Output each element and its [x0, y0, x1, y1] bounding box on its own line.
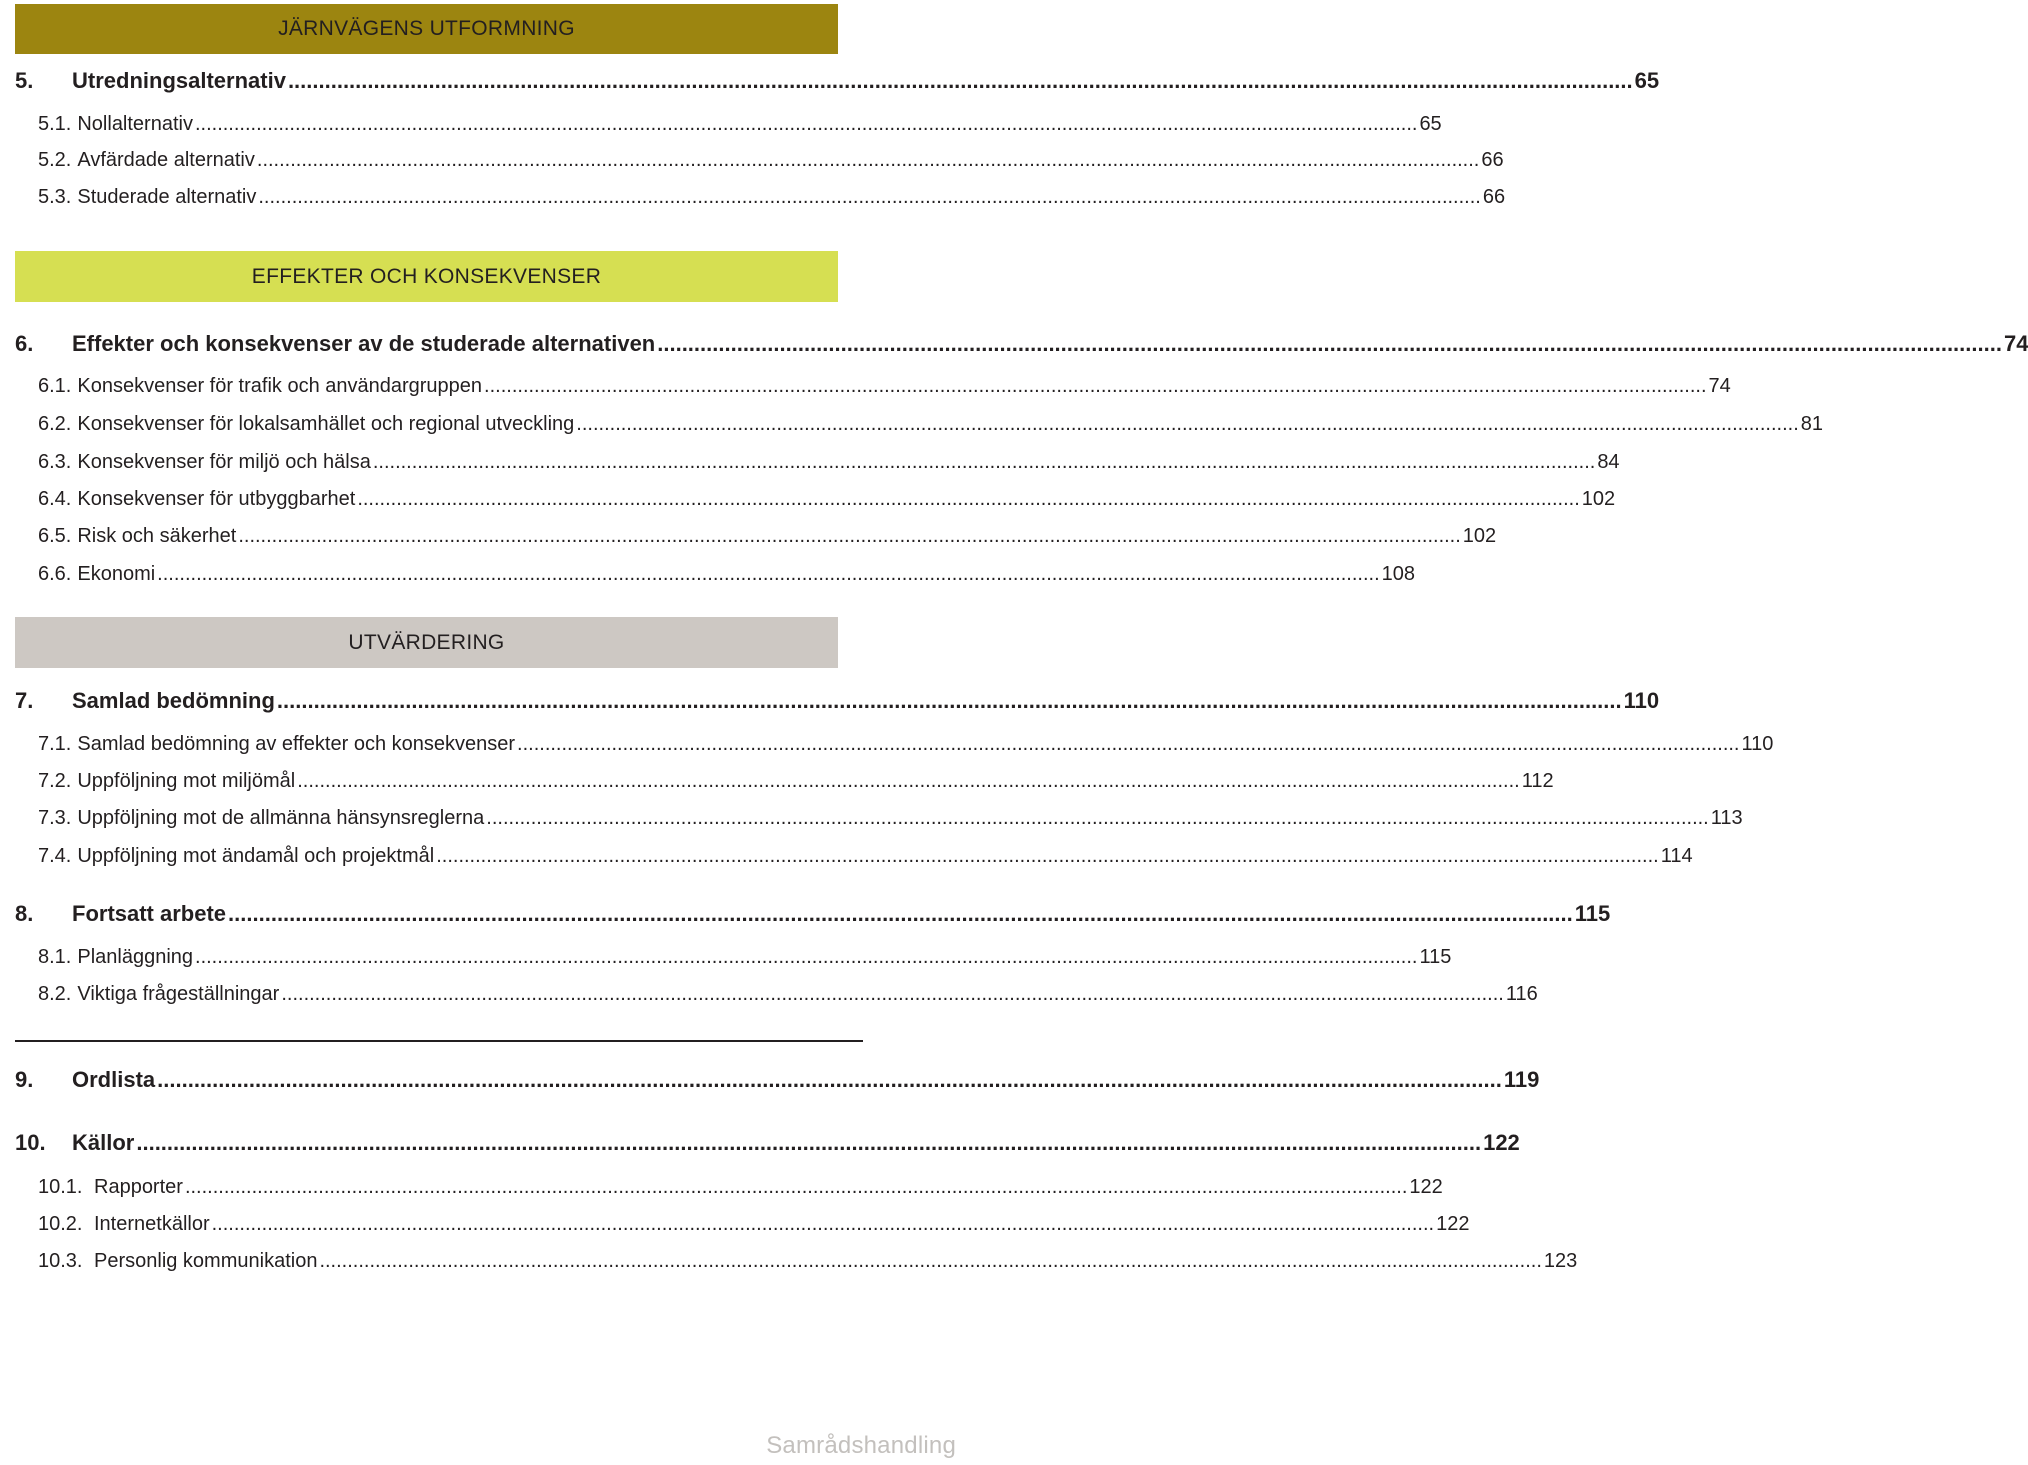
dot-leader: ............................................................................................................................................................................................................................ [157, 1067, 1502, 1092]
subsection-title: Konsekvenser för lokalsamhället och regional utveckling [77, 413, 575, 435]
subsection-number: 6.2. [38, 413, 72, 435]
toc-entry-leader [38, 981, 1504, 1007]
subsection-page-number: 108 [1381, 563, 1416, 585]
subsection-title: Risk och säkerhet [77, 525, 237, 547]
chapter-page-number: 110 [1623, 688, 1660, 713]
toc-subsection-8-2[interactable] [38, 981, 1538, 1007]
toc-entry-leader [38, 449, 1595, 475]
subsection-number: 6.4. [38, 488, 72, 510]
chapter-page-number: 65 [1634, 68, 1660, 93]
subsection-number: 10.1. [38, 1176, 83, 1198]
subsection-title: Konsekvenser för utbyggbarhet [77, 488, 356, 510]
chapter-title: Samlad bedömning [72, 688, 275, 713]
subsection-page-number: 65 [1419, 113, 1442, 135]
chapter-title: Utredningsalternativ [72, 68, 286, 93]
chapter-page-number: 119 [1503, 1067, 1540, 1092]
dot-leader: ............................................................................................................................................................................................................................ [184, 1176, 1408, 1198]
subsection-page-number: 66 [1482, 186, 1506, 208]
toc-entry-leader [38, 147, 1479, 173]
subsection-number: 6.3. [38, 451, 72, 473]
dot-leader: ............................................................................................................................................................................................................................ [228, 901, 1573, 926]
subsection-page-number: 112 [1521, 770, 1554, 792]
section-band-jarnvagens-utformning [15, 4, 838, 54]
toc-chapter-9[interactable] [15, 1066, 1540, 1094]
toc-subsection-6-1[interactable] [38, 373, 1731, 399]
toc-subsection-6-2[interactable] [38, 411, 1824, 437]
toc-subsection-7-2[interactable] [38, 768, 1554, 794]
subsection-page-number: 122 [1409, 1176, 1443, 1198]
toc-entry-leader [38, 944, 1417, 970]
chapter-number: 5. [15, 68, 34, 93]
toc-entry-leader [38, 486, 1580, 512]
toc-entry-leader [38, 184, 1481, 210]
toc-entry-leader [38, 843, 1659, 869]
toc-subsection-5-1[interactable] [38, 111, 1442, 137]
toc-subsection-5-3[interactable] [38, 184, 1506, 210]
dot-leader: ............................................................................................................................................................................................................................ [357, 488, 1580, 510]
dot-leader: ............................................................................................................................................................................................................................ [287, 68, 1633, 93]
dot-leader: ............................................................................................................................................................................................................................ [194, 113, 1418, 135]
toc-entry-leader [15, 900, 1573, 928]
toc-subsection-6-3[interactable] [38, 449, 1620, 475]
chapter-page-number: 122 [1483, 1130, 1520, 1155]
subsection-page-number: 84 [1597, 451, 1620, 473]
chapter-number: 6. [15, 331, 34, 356]
toc-subsection-6-6[interactable] [38, 561, 1416, 587]
dot-leader: ............................................................................................................................................................................................................................ [238, 525, 1461, 547]
toc-entry-leader [38, 561, 1380, 587]
dot-leader: ............................................................................................................................................................................................................................ [157, 563, 1380, 585]
section-band-title: EFFEKTER OCH KONSEKVENSER [251, 264, 602, 288]
subsection-title: Samlad bedömning av effekter och konsekvenser [77, 733, 516, 755]
subsection-title: Ekonomi [77, 563, 156, 585]
toc-entry-leader [38, 411, 1799, 437]
toc-entry-leader [15, 1129, 1481, 1157]
dot-leader: ............................................................................................................................................................................................................................ [436, 845, 1659, 867]
dot-leader: ............................................................................................................................................................................................................................ [319, 1250, 1542, 1272]
toc-entry-leader [38, 731, 1740, 757]
subsection-title: Studerade alternativ [77, 186, 257, 208]
footer-watermark: Samrådshandling [766, 1432, 956, 1459]
toc-chapter-7[interactable] [15, 687, 1660, 715]
toc-subsection-10-3[interactable] [38, 1248, 1578, 1274]
subsection-title: Konsekvenser för trafik och användargruppen [77, 375, 483, 397]
subsection-page-number: 81 [1800, 413, 1824, 435]
chapter-title: Fortsatt arbete [72, 901, 227, 926]
subsection-number: 5.1. [38, 113, 72, 135]
toc-chapter-5[interactable] [15, 67, 1660, 95]
dot-leader: ............................................................................................................................................................................................................................ [576, 413, 1799, 435]
subsection-number: 5.3. [38, 186, 72, 208]
dot-leader: ............................................................................................................................................................................................................................ [484, 375, 1707, 397]
subsection-number: 7.1. [38, 733, 72, 755]
toc-subsection-10-1[interactable] [38, 1174, 1443, 1200]
toc-entry-leader [38, 1211, 1434, 1237]
subsection-page-number: 114 [1660, 845, 1693, 867]
subsection-number: 7.4. [38, 845, 72, 867]
subsection-title: Planläggning [77, 946, 194, 968]
toc-entry-leader [15, 67, 1633, 95]
dot-leader: ............................................................................................................................................................................................................................ [256, 149, 1480, 171]
subsection-title: Viktiga frågeställningar [77, 983, 280, 1005]
subsection-number: 8.2. [38, 983, 72, 1005]
section-divider-rule [15, 1040, 863, 1042]
subsection-number: 10.3. [38, 1250, 83, 1272]
subsection-title: Uppföljning mot miljömål [77, 770, 296, 792]
dot-leader: ............................................................................................................................................................................................................................ [297, 770, 1520, 792]
subsection-page-number: 110 [1741, 733, 1774, 755]
subsection-title: Nollalternativ [77, 113, 193, 135]
chapter-title: Källor [72, 1130, 135, 1155]
toc-entry-leader [15, 687, 1622, 715]
toc-subsection-7-3[interactable] [38, 805, 1743, 831]
subsection-page-number: 74 [1708, 375, 1731, 397]
section-band-effekter-och-konsekvenser [15, 251, 838, 302]
toc-entry-leader [38, 111, 1417, 137]
chapter-number: 8. [15, 901, 34, 926]
subsection-title: Uppföljning mot de allmänna hänsynsreglerna [77, 807, 485, 829]
subsection-number: 8.1. [38, 946, 72, 968]
subsection-title: Personlig kommunikation [94, 1250, 318, 1272]
toc-entry-leader [38, 1248, 1542, 1274]
toc-entry-leader [38, 1174, 1407, 1200]
subsection-page-number: 123 [1543, 1250, 1578, 1272]
subsection-page-number: 122 [1436, 1213, 1470, 1235]
subsection-page-number: 113 [1710, 807, 1743, 829]
subsection-title: Avfärdade alternativ [77, 149, 255, 171]
subsection-number: 7.3. [38, 807, 72, 829]
chapter-title: Ordlista [72, 1067, 156, 1092]
toc-subsection-6-4[interactable] [38, 486, 1616, 512]
subsection-number: 6.6. [38, 563, 72, 585]
toc-entry-leader [15, 1066, 1502, 1094]
subsection-title: Rapporter [94, 1176, 183, 1198]
chapter-title: Effekter och konsekvenser av de studerade alternativen [72, 331, 656, 356]
toc-chapter-6[interactable] [15, 330, 2028, 358]
dot-leader: ............................................................................................................................................................................................................................ [258, 186, 1481, 208]
subsection-title: Konsekvenser för miljö och hälsa [77, 451, 371, 473]
chapter-page-number: 115 [1574, 901, 1611, 926]
toc-entry-leader [15, 330, 2002, 358]
chapter-number: 7. [15, 688, 34, 713]
toc-chapter-8[interactable] [15, 900, 1611, 928]
subsection-number: 7.2. [38, 770, 72, 792]
subsection-number: 6.5. [38, 525, 72, 547]
toc-entry-leader [38, 373, 1707, 399]
toc-subsection-7-4[interactable] [38, 843, 1693, 869]
section-band-title: JÄRNVÄGENS UTFORMNING [278, 17, 575, 40]
subsection-title: Internetkällor [94, 1213, 210, 1235]
dot-leader: ............................................................................................................................................................................................................................ [517, 733, 1740, 755]
dot-leader: ............................................................................................................................................................................................................................ [486, 807, 1709, 829]
subsection-title: Uppföljning mot ändamål och projektmål [77, 845, 435, 867]
dot-leader: ............................................................................................................................................................................................................................ [657, 331, 2002, 356]
subsection-number: 6.1. [38, 375, 72, 397]
section-band-utvardering [15, 617, 838, 668]
chapter-page-number: 74 [2003, 331, 2028, 356]
toc-subsection-8-1[interactable] [38, 944, 1452, 970]
subsection-page-number: 115 [1419, 946, 1452, 968]
subsection-number: 10.2. [38, 1213, 83, 1235]
toc-subsection-6-5[interactable] [38, 523, 1497, 549]
dot-leader: ............................................................................................................................................................................................................................ [281, 983, 1504, 1005]
chapter-number: 10. [15, 1130, 46, 1155]
dot-leader: ............................................................................................................................................................................................................................ [136, 1130, 1482, 1155]
subsection-page-number: 116 [1505, 983, 1538, 1005]
dot-leader: ............................................................................................................................................................................................................................ [211, 1213, 1435, 1235]
toc-subsection-10-2[interactable] [38, 1211, 1470, 1237]
toc-subsection-5-2[interactable] [38, 147, 1504, 173]
dot-leader: ............................................................................................................................................................................................................................ [372, 451, 1596, 473]
subsection-page-number: 102 [1581, 488, 1616, 510]
toc-subsection-7-1[interactable] [38, 731, 1774, 757]
subsection-page-number: 102 [1462, 525, 1497, 547]
toc-chapter-10[interactable] [15, 1129, 1520, 1157]
toc-entry-leader [38, 523, 1461, 549]
dot-leader: ............................................................................................................................................................................................................................ [276, 688, 1622, 713]
dot-leader: ............................................................................................................................................................................................................................ [195, 946, 1418, 968]
toc-entry-leader [38, 768, 1520, 794]
subsection-page-number: 66 [1481, 149, 1504, 171]
chapter-number: 9. [15, 1067, 34, 1092]
subsection-number: 5.2. [38, 149, 72, 171]
section-band-title: UTVÄRDERING [348, 630, 505, 654]
toc-entry-leader [38, 805, 1709, 831]
